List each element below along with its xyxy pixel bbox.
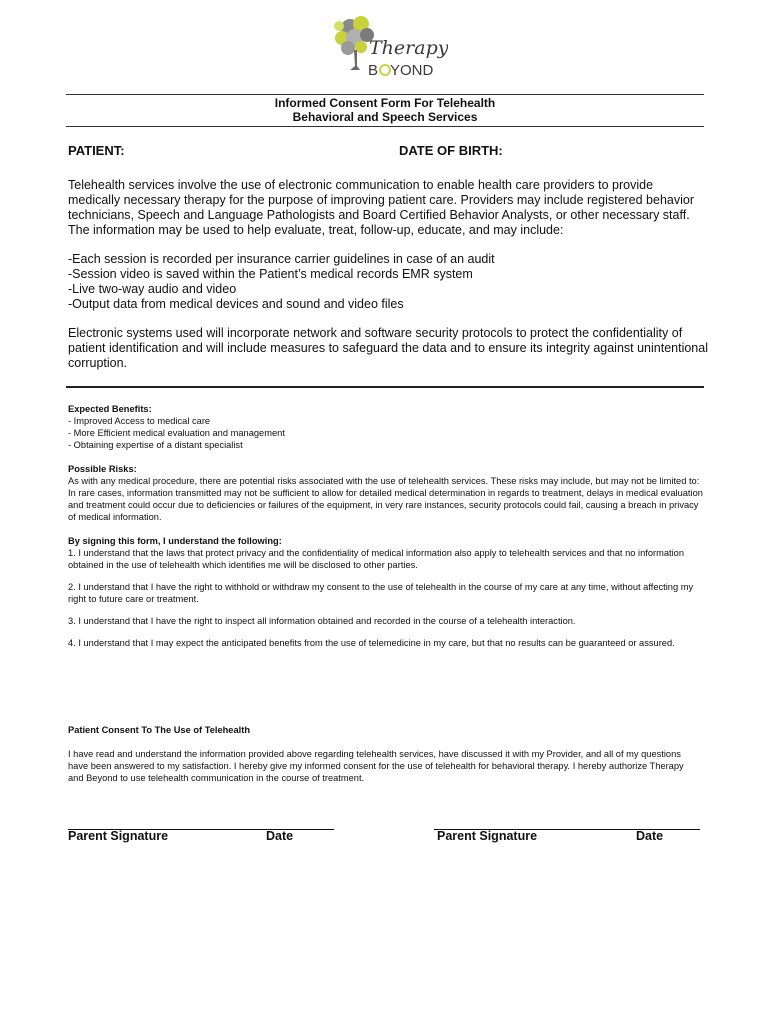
left-date-label: Date xyxy=(266,829,294,843)
benefit-item: - Improved Access to medical care xyxy=(68,416,211,426)
include-item: -Live two-way audio and video xyxy=(68,282,237,296)
patient-field-label: PATIENT: xyxy=(68,143,125,158)
understanding-item: 4. I understand that I may expect the anticipated benefits from the use of telemedicine in my care, but that no results can be guaranteed or assured. xyxy=(68,638,675,648)
expected-benefits-section xyxy=(68,403,704,451)
expected-benefits-heading: Expected Benefits: xyxy=(68,404,152,414)
tree-logo-icon xyxy=(328,14,448,86)
include-item: -Session video is saved within the Patient’s medical records EMR system xyxy=(68,267,473,281)
form-title-line2: Behavioral and Speech Services xyxy=(292,110,478,124)
understanding-item: 2. I understand that I have the right to withhold or withdraw my consent to the use of telehealth in the course of my care at any time, without affecting my right to future care or treatment. xyxy=(68,582,694,604)
benefit-item: - More Efficient medical evaluation and management xyxy=(68,428,285,438)
logo-o-ring-icon xyxy=(380,65,390,75)
possible-risks-heading: Possible Risks: xyxy=(68,464,137,474)
security-paragraph: Electronic systems used will incorporate network and software security protocols to protect the confidentiality of patient identification and will include measures to safeguard the data and to ensure its integrity against unintentional corruption. xyxy=(68,326,708,370)
patient-consent-text: I have read and understand the information provided above regarding telehealth services, have discussed it with my Provider, and all of my questions have been answered to my satisfaction. I hereby give my informed consent for the use of telehealth for behavioral therapy. I hereby authorize Therapy and Beyond to use telehealth communication in the course of treatment. xyxy=(68,749,684,783)
understanding-item: 3. I understand that I have the right to inspect all information obtained and recorded in the course of a telehealth interaction. xyxy=(68,616,576,626)
form-title xyxy=(66,96,704,124)
logo-text-beyond-b: B xyxy=(368,62,379,79)
intro-paragraph: Telehealth services involve the use of electronic communication to enable health care providers to provide medically necessary therapy for the purpose of improving patient care. Providers may include registered behavior technicians, Speech and Language Pathologists and Board Certified Behavior Analysts, or other necessary staff. The information may be used to help evaluate, treat, follow-up, educate, and may include: xyxy=(68,178,695,237)
therapy-and-beyond-logo xyxy=(328,14,448,86)
include-item: -Output data from medical devices and sound and video files xyxy=(68,297,404,311)
section-divider xyxy=(66,386,704,388)
header-divider-top xyxy=(66,94,704,95)
possible-risks-section xyxy=(68,463,704,523)
understanding-section xyxy=(68,535,704,659)
possible-risks-text: As with any medical procedure, there are potential risks associated with the use of telehealth services. These risks may include, but may not be limited to: In rare cases, information transmitted may not be sufficient to allow for detailed medical determination in regards to treatment, delays in medical evaluation and treatment could occur due to deficiencies or failures of the equipment, in very rare instances, security protocols could fail, causing a breach in privacy of medical information. xyxy=(68,476,703,522)
date-of-birth-field-label: DATE OF BIRTH: xyxy=(399,143,503,158)
understanding-heading: By signing this form, I understand the following: xyxy=(68,536,282,546)
right-parent-signature-label: Parent Signature xyxy=(437,829,538,843)
include-item: -Each session is recorded per insurance carrier guidelines in case of an audit xyxy=(68,252,495,266)
right-date-label: Date xyxy=(636,829,664,843)
header-divider-bottom xyxy=(66,126,704,127)
form-title-line1: Informed Consent Form For Telehealth xyxy=(274,96,496,110)
logo-text-beyond-rest: YOND xyxy=(390,62,434,79)
left-parent-signature-label: Parent Signature xyxy=(68,829,169,843)
tree-foliage xyxy=(334,16,374,55)
benefit-item: - Obtaining expertise of a distant specialist xyxy=(68,440,243,450)
understanding-item: 1. I understand that the laws that protect privacy and the confidentiality of medical information also apply to telehealth services and that no information obtained in the use of telehealth which identifies me will be disclosed to other parties. xyxy=(68,548,685,570)
logo-text-therapy: Therapy xyxy=(369,37,448,59)
include-list xyxy=(68,252,708,312)
patient-consent-heading: Patient Consent To The Use of Telehealth xyxy=(68,725,250,735)
